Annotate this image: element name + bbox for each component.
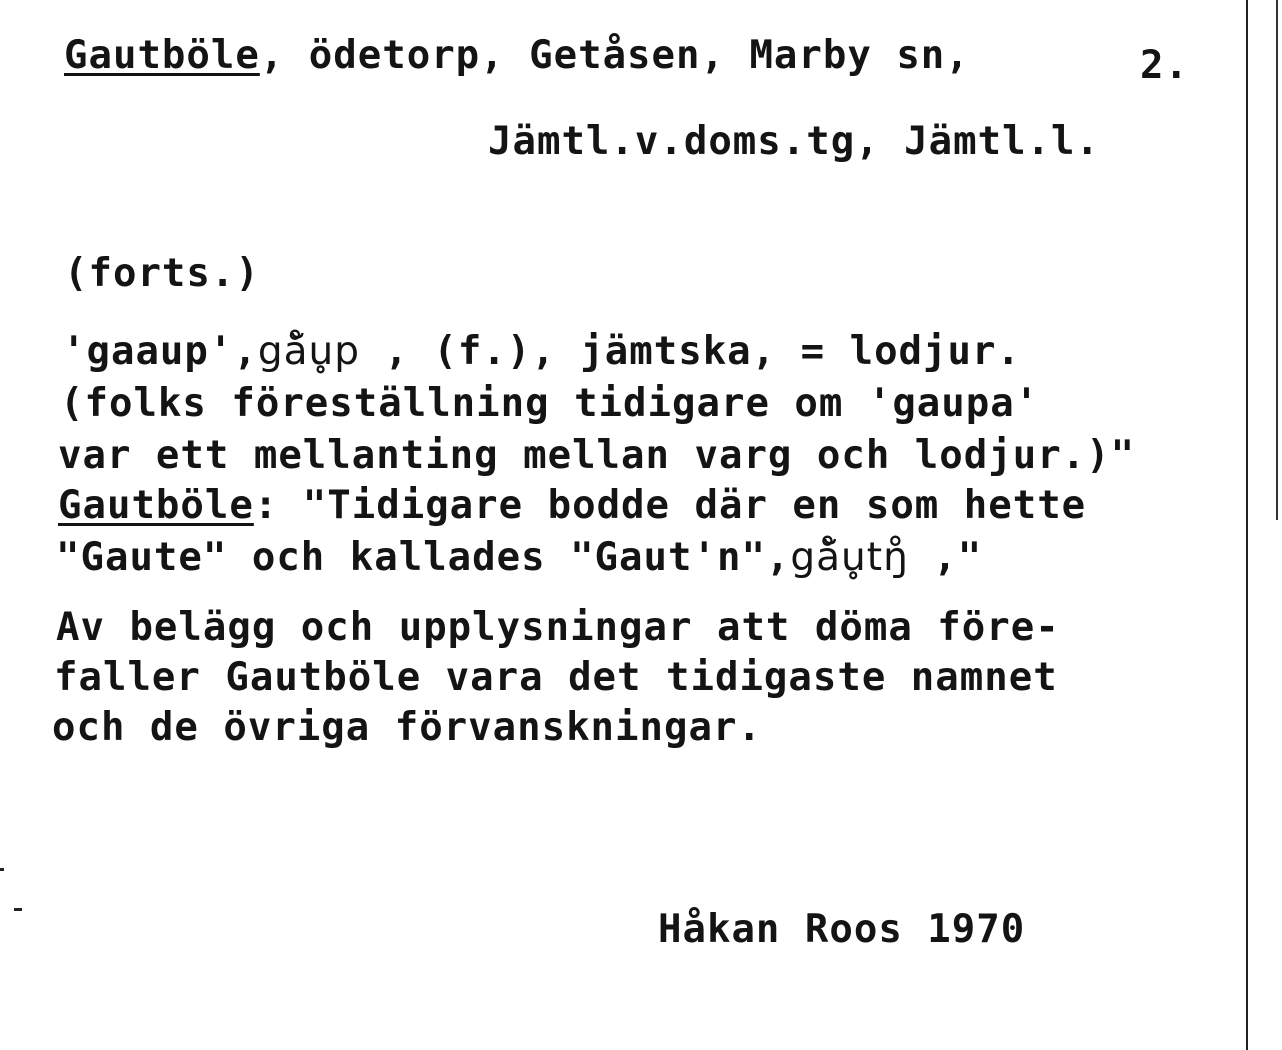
nickname-text: "Gaute" och kallades "Gaut'n", — [56, 535, 791, 580]
body-line-7: faller Gautböle vara det tidigaste namnet — [54, 655, 1058, 700]
card-number: 2. — [1140, 43, 1189, 88]
body-line-1 — [62, 329, 1021, 374]
dialect-word: 'gaaup', — [62, 329, 258, 374]
body-line-6: Av belägg och upplysningar att döma före- — [56, 605, 1060, 650]
phonetic-transcription-2: gå̆u̥tŋ̊ — [790, 535, 909, 580]
quote-start: : "Tidigare bodde där en som hette — [253, 483, 1087, 528]
place-name-reference: Gautböle — [58, 483, 254, 528]
scan-speck — [0, 868, 4, 871]
quote-end: ," — [908, 535, 983, 580]
continued-label: (forts.) — [64, 251, 260, 296]
phonetic-transcription-1: gå̆u̥p — [257, 329, 360, 374]
card-right-edge — [1246, 0, 1248, 1050]
body-line-4 — [58, 483, 1087, 528]
district-line: Jämtl.v.doms.tg, Jämtl.l. — [488, 119, 1100, 164]
body-line-3: var ett mellanting mellan varg och lodjur.)" — [58, 433, 1136, 478]
signature: Håkan Roos 1970 — [658, 907, 1026, 952]
card-heading — [64, 33, 970, 78]
place-description: , ödetorp, Getåsen, Marby sn, — [259, 33, 970, 78]
scan-speck — [14, 908, 22, 911]
body-line-8: och de övriga förvanskningar. — [52, 705, 762, 750]
body-line-2: (folks föreställning tidigare om 'gaupa' — [60, 381, 1040, 426]
body-line-5 — [56, 535, 983, 580]
grammar-note: , (f.), jämtska, = lodjur. — [359, 329, 1021, 374]
card-outer-edge — [1276, 0, 1278, 520]
place-name: Gautböle — [64, 33, 260, 78]
